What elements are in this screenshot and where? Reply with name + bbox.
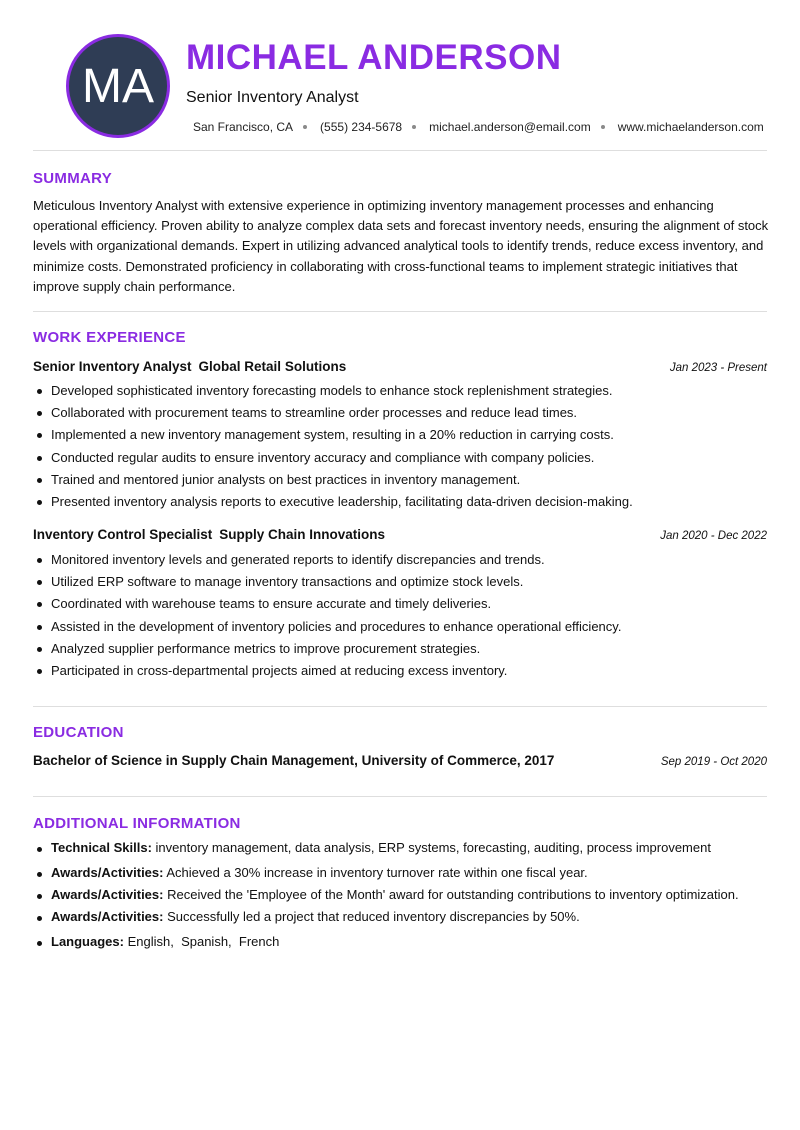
job-company: Global Retail Solutions [198,359,347,374]
list-item: Analyzed supplier performance metrics to improve procurement strategies. [33,638,773,660]
candidate-name: MICHAEL ANDERSON [186,38,562,77]
separator-dot [412,125,416,129]
contact-phone: (555) 234-5678 [320,120,403,134]
item-label: Awards/Activities: [51,909,164,924]
education-dates: Sep 2019 - Oct 2020 [660,756,767,768]
job-bullets [33,549,773,682]
list-item: Implemented a new inventory management system, resulting in a 20% reduction in carrying costs. [33,424,773,446]
summary-heading: SUMMARY [33,170,113,187]
section-divider [33,150,767,151]
item-label: Technical Skills: [51,840,152,855]
list-item: Collaborated with procurement teams to streamline order processes and reduce lead times. [33,402,773,424]
section-divider [33,311,767,312]
item-text: Achieved a 30% increase in inventory turnover rate within one fiscal year. [166,865,588,880]
list-item: Developed sophisticated inventory forecasting models to enhance stock replenishment strategies. [33,380,773,402]
separator-dot [601,125,605,129]
additional-list [33,840,773,956]
list-item [33,934,773,956]
section-divider [33,706,767,707]
list-item [33,865,773,887]
summary-text: Meticulous Inventory Analyst with extensive experience in optimizing inventory management processes and enhancing operational efficiency. Proven ability to analyze complex data sets and forecast inventory needs, ensuring the alignment of stock levels with organizational demands. Expert in utilizing advanced analytical tools to identify trends, reduce excess inventory, and minimize costs. Demonstrated proficiency in collaborating with cross-functional teams to implement strategic initiatives that improve supply chain performance. [33,198,769,294]
education-degree: Bachelor of Science in Supply Chain Management, University of Commerce, 2017 [33,753,555,768]
experience-heading: WORK EXPERIENCE [33,329,186,346]
list-item: Coordinated with warehouse teams to ensure accurate and timely deliveries. [33,593,773,615]
item-text: English, Spanish, French [127,934,280,949]
item-text: inventory management, data analysis, ERP systems, forecasting, auditing, process improvement [155,840,711,855]
contact-line [193,120,764,134]
resume-header [33,0,767,150]
list-item [33,840,773,865]
job-company: Supply Chain Innovations [219,527,386,542]
job-dates: Jan 2020 - Dec 2022 [660,530,767,542]
contact-location: San Francisco, CA [193,120,294,134]
item-label: Languages: [51,934,124,949]
separator-dot [303,125,307,129]
job-role: Senior Inventory Analyst [33,359,192,374]
contact-website[interactable]: www.michaelanderson.com [617,120,764,134]
list-item: Assisted in the development of inventory policies and procedures to enhance operational efficiency. [33,616,773,638]
list-item: Trained and mentored junior analysts on best practices in inventory management. [33,469,773,491]
list-item: Presented inventory analysis reports to executive leadership, facilitating data-driven decision-making. [33,491,773,513]
contact-email[interactable]: michael.anderson@email.com [429,120,591,134]
education-entry [33,753,767,768]
additional-heading: ADDITIONAL INFORMATION [33,815,241,832]
item-text: Received the 'Employee of the Month' award for outstanding contributions to inventory optimization. [167,887,739,902]
item-label: Awards/Activities: [51,887,164,902]
list-item: Utilized ERP software to manage inventory transactions and optimize stock levels. [33,571,773,593]
job-header [33,358,767,376]
avatar-initials: MA [82,59,154,113]
job-role: Inventory Control Specialist [33,527,213,542]
job-bullets [33,380,773,513]
list-item: Conducted regular audits to ensure inventory accuracy and compliance with company policies. [33,447,773,469]
section-divider [33,796,767,797]
education-heading: EDUCATION [33,724,124,741]
list-item [33,909,773,934]
item-text: Successfully led a project that reduced inventory discrepancies by 50%. [167,909,580,924]
job-dates: Jan 2023 - Present [669,362,767,374]
list-item: Monitored inventory levels and generated reports to identify discrepancies and trends. [33,549,773,571]
job-header [33,526,767,544]
list-item [33,887,773,909]
avatar [66,34,170,138]
candidate-title: Senior Inventory Analyst [186,89,359,106]
item-label: Awards/Activities: [51,865,164,880]
list-item: Participated in cross-departmental projects aimed at reducing excess inventory. [33,660,773,682]
